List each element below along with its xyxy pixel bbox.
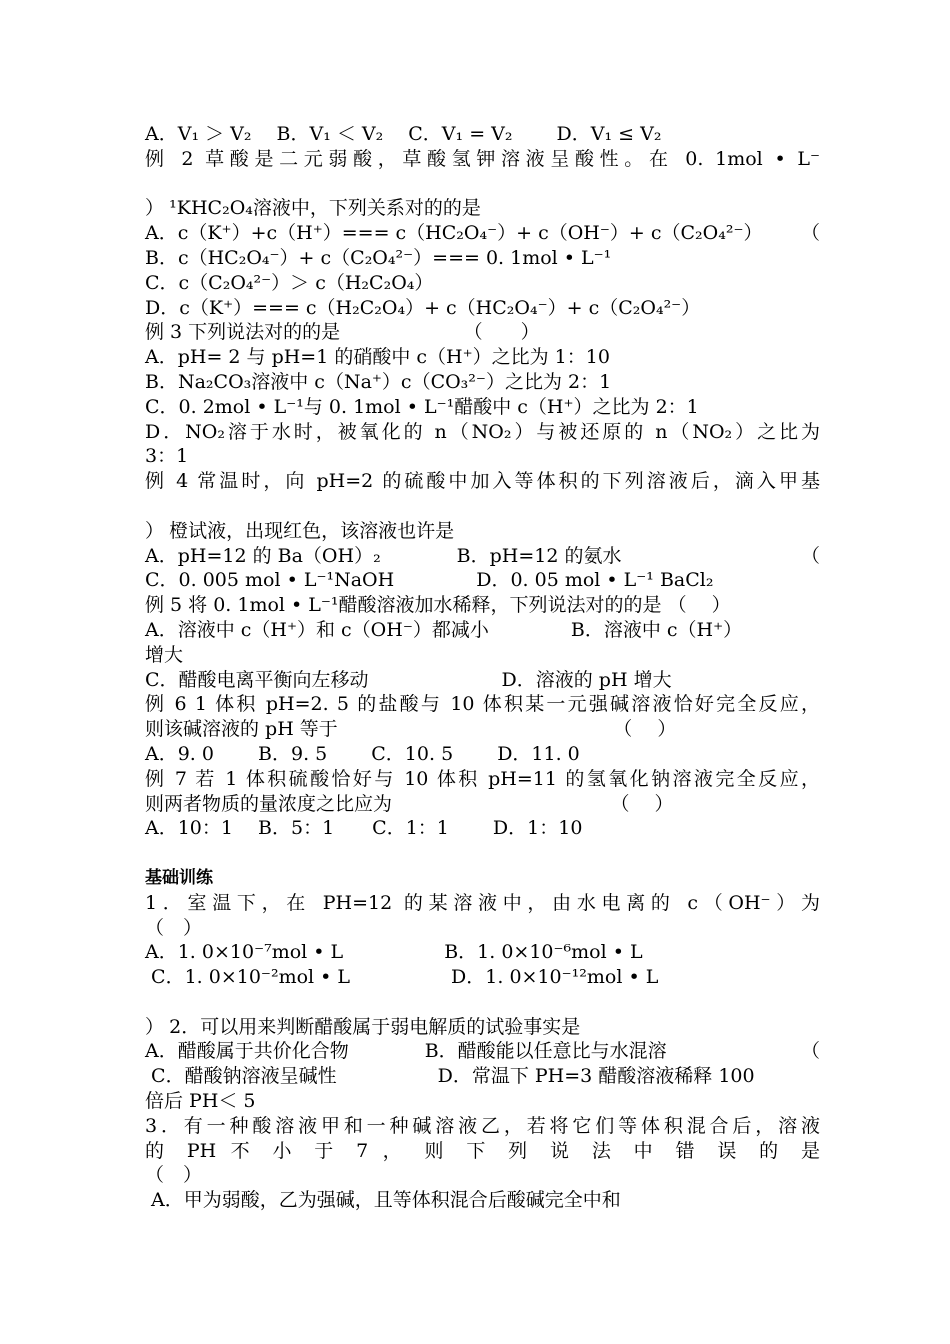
text-line: 则该碱溶液的 pH 等于 （ ）	[145, 718, 677, 741]
document-page	[145, 122, 820, 1213]
answer-paren: （	[800, 1040, 820, 1063]
text-line: C．0. 005 mol • L⁻¹NaOH D．0. 05 mol • L⁻¹ BaCl₂	[145, 569, 714, 592]
text-line: 增大	[145, 643, 184, 666]
text-line: D．NO₂溶于水时，被氧化的 n（NO₂）与被还原的 n（NO₂）之比为	[145, 420, 820, 443]
text-line: 例 3 下列说法对的的是 （ ）	[145, 321, 540, 344]
text-line: B．Na₂CO₃溶液中 c（Na⁺）c（CO₃²⁻）之比为 2：1	[145, 370, 612, 393]
section-heading: 基础训练	[145, 867, 213, 888]
text-line: 的 PH 不 小 于 7 ， 则 下 列 说 法 中 错 误 的 是	[145, 1139, 820, 1162]
text-line: 例 7 若 1 体积硫酸恰好与 10 体积 pH=11 的氢氧化钠溶液完全反应，	[145, 767, 820, 790]
blank-line	[145, 841, 820, 866]
text-line: 则两者物质的量浓度之比应为 （ ）	[145, 792, 674, 815]
text-segment: 2．可以用来判断醋酸属于弱电解质的试验事实是	[169, 1015, 581, 1038]
text-line: A．c（K⁺）+c（H⁺）=== c（HC₂O₄⁻）+ c（OH⁻）+ c（C₂O₄²⁻）	[145, 222, 763, 245]
text-line: A．9. 0 B．9. 5 C．10. 5 D．11. 0	[145, 742, 580, 765]
text-line: C．1. 0×10⁻²mol • L D．1. 0×10⁻¹²mol • L	[145, 966, 659, 989]
text-line: 3．有一种酸溶液甲和一种碱溶液乙，若将它们等体积混合后，溶液	[145, 1114, 820, 1137]
text-segment: ¹KHC₂O₄溶液中，下列关系对的的是	[169, 197, 481, 220]
text-line: （ ）	[145, 1164, 203, 1187]
text-line: A．溶液中 c（H⁺）和 c（OH⁻）都减小 B．溶液中 c（H⁺）	[145, 618, 743, 641]
text-line: D．c（K⁺）=== c（H₂C₂O₄）+ c（HC₂O₄⁻）+ c（C₂O₄²⁻）	[145, 296, 701, 319]
text-line: 例 4 常温时，向 pH=2 的硫酸中加入等体积的下列溶液后，滴入甲基	[145, 470, 820, 493]
answer-paren: （	[800, 544, 820, 567]
text-line: C．醋酸电离平衡向左移动 D．溶液的 pH 增大	[145, 668, 672, 691]
text-line: A．10：1 B．5：1 C．1：1 D．1：10	[145, 817, 583, 840]
text-line: （ ）	[145, 916, 203, 939]
text-line: ）	[145, 1015, 165, 1038]
text-line: 例 6 1 体积 pH=2. 5 的盐酸与 10 体积某一元强碱溶液恰好完全反应，	[145, 693, 820, 716]
text-line: 1．室温下，在 PH=12 的某溶液中，由水电离的 c（OH⁻）为	[145, 891, 820, 914]
text-line: 倍后 PH＜ 5	[145, 1090, 256, 1113]
text-line: C．醋酸钠溶液呈碱性 D．常温下 PH=3 醋酸溶液稀释 100	[145, 1065, 755, 1088]
answer-paren: （	[800, 222, 820, 245]
text-line: 例 2 草酸是二元弱酸，草酸氢钾溶液呈酸性。在 0. 1mol • L⁻	[145, 147, 820, 170]
text-line: A．pH=12 的 Ba（OH）₂ B．pH=12 的氨水	[145, 544, 622, 567]
text-line: C．c（C₂O₄²⁻）＞ c（H₂C₂O₄）	[145, 271, 434, 294]
text-line: A．pH= 2 与 pH=1 的硝酸中 c（H⁺）之比为 1：10	[145, 346, 610, 369]
text-line: A．甲为弱酸，乙为强碱，且等体积混合后酸碱完全中和	[145, 1189, 621, 1212]
text-line: A．醋酸属于共价化合物 B．醋酸能以任意比与水混溶	[145, 1040, 667, 1063]
text-line: C．0. 2mol • L⁻¹与 0. 1mol • L⁻¹醋酸中 c（H⁺）之比为 2：1	[145, 395, 699, 418]
text-line: A．V₁ ＞ V₂ B．V₁ ＜ V₂ C．V₁ = V₂ D．V₁ ≤ V₂	[145, 123, 662, 145]
text-line: 3：1	[145, 445, 189, 468]
text-line: 例 5 将 0. 1mol • L⁻¹醋酸溶液加水稀释，下列说法对的的是 （ ）	[145, 594, 731, 617]
text-line: A．1. 0×10⁻⁷mol • L B．1. 0×10⁻⁶mol • L	[145, 941, 643, 964]
text-segment: 橙试液，出现红色，该溶液也许是	[169, 519, 455, 542]
text-line: ）	[145, 197, 165, 220]
text-line: B．c（HC₂O₄⁻）+ c（C₂O₄²⁻）=== 0. 1mol • L⁻¹	[145, 246, 612, 269]
text-line: ）	[145, 519, 165, 542]
